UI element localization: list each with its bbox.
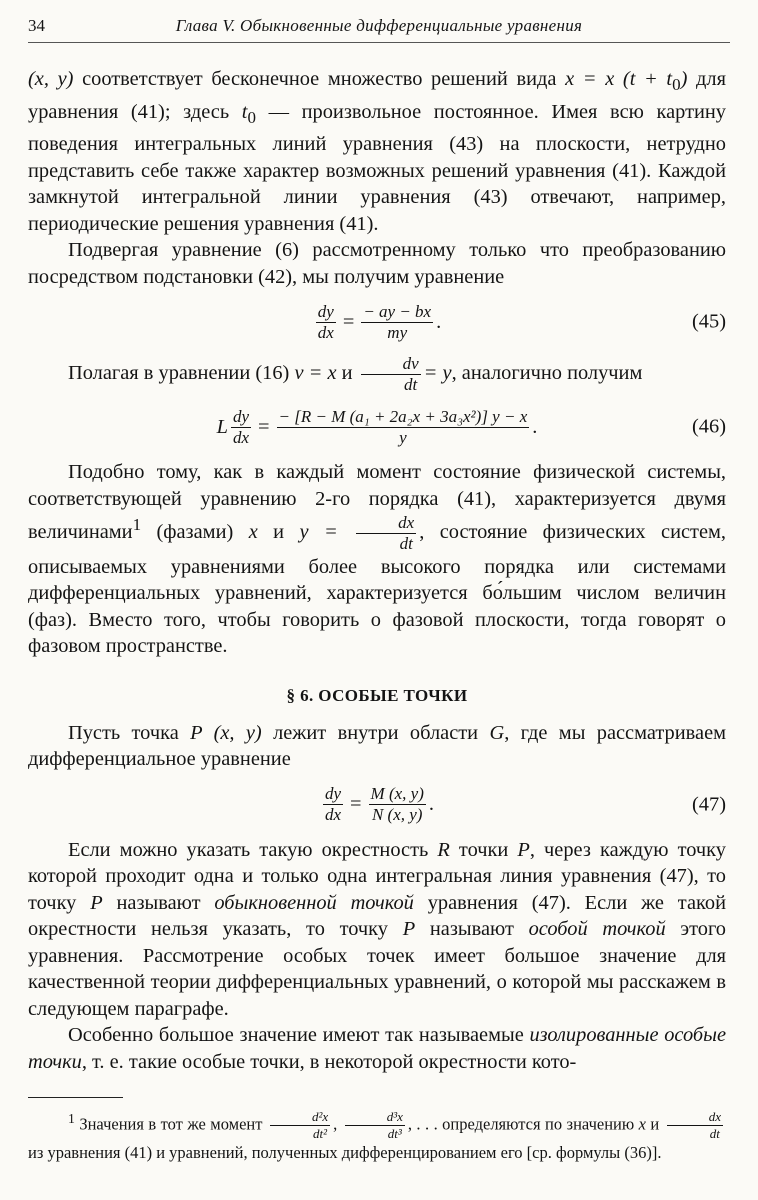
eq45-lhs: $\frac{dy}{dx}$ bbox=[317, 301, 334, 342]
paragraph-1: (x, y) соответствует бесконечное множество решений вида x = x $(t + t_0)$ для уравнения (41); здесь $t_0$ — произвольное постоянное. Имея всю картину поведения интегральных линий уравнения (43) на плоскости, нетрудно представить себе также характер возможных решений уравнения (41). Каждой замкнутой интегральной линии уравнения (43) отвечают, например, периодические решения уравнения (41). bbox=[28, 68, 726, 235]
equation-number-45: (45) bbox=[692, 310, 726, 333]
dx-dt-fraction: $\frac{dx}{dt}$ bbox=[356, 513, 416, 554]
page-number: 34 bbox=[28, 16, 45, 35]
equation-47: $\frac{dy}{dx}$ = $\frac{M (x, y)}{N (x, y)}$ . (47) bbox=[325, 784, 726, 825]
equation-number-47: (47) bbox=[692, 793, 726, 816]
eq45-rhs: $\frac{- ay - bx}{my}$ bbox=[363, 301, 432, 342]
section-heading: § 6. ОСОБЫЕ ТОЧКИ bbox=[286, 685, 468, 705]
footnote-mark: 1 bbox=[132, 515, 142, 535]
eq47-rhs: $\frac{M (x, y)}{N (x, y)}$ bbox=[370, 784, 424, 825]
equation-number-46: (46) bbox=[692, 415, 726, 438]
paragraph-5: Если можно указать такую окрестность R точки P, через каждую точку которой проходит одна и только одна интегральная линия уравнения (47), то точку P называют обыкновенной точкой уравнения (47). Если же такой окрестности нельзя указать, то точку P называют особой точкой этого уравнения. Рассмотрение особых точек имеет большое значение для качественной теории дифференциальных уравнений, о которой мы расскажем в следующем параграфе. bbox=[28, 838, 727, 1020]
footnote: $^1$ Значения в тот же момент $\frac{\text{d²x}}{\text{dt²}}$ , $\frac{\text{d³x}}{\text{dt³}}$ , . . . определяются по значению x и $\frac{dx}{dt}$ из уравнения (41) и уравнений, полученных дифференцированием его [ср. формулы (36)]. bbox=[28, 1109, 721, 1163]
fn-fraction-1: $\frac{\text{d²x}}{\text{dt²}}$ bbox=[270, 1109, 330, 1142]
paragraph-substitution: Полагая в уравнении (16) v = x и $\frac{dv}{dt}$ = y, аналогично получим bbox=[68, 354, 643, 395]
running-header bbox=[28, 16, 730, 43]
running-title: Глава V. Обыкновенные дифференциальные уравнения bbox=[175, 16, 583, 35]
fn-fraction-3: $\frac{dx}{dt}$ bbox=[667, 1109, 723, 1142]
footnote-rule bbox=[28, 1097, 123, 1098]
paragraph-6: Особенно большое значение имеют так называемые изолированные особые точки, т. е. такие особые точки, в некоторой окрестности кото- bbox=[28, 1024, 727, 1073]
eq46-rhs: $\frac{\text{− [R − M (a₁ + 2a₂x + 3a₃x²)] y − x}}{y}$ bbox=[278, 406, 528, 447]
equation-45: $\frac{dy}{dx}$ = $\frac{- ay - bx}{my}$ . (45) bbox=[317, 301, 726, 342]
eq46-lhs: $\frac{dy}{dx}$ bbox=[232, 406, 250, 447]
paragraph-3: Подобно тому, как в каждый момент состояние физической системы, соответствующей уравнению 2-го порядка (41), характеризуется двумя величинами$^1$ (фазами) x и y = $\frac{dx}{dt}$ , состояние физических систем, описываемых уравнениями более высокого порядка или системами дифференциальных уравнений, характеризуется бо́льшим числом величин (фаз). Вместо того, чтобы говорить о фазовой плоскости, тогда говорят о фазовом пространстве. bbox=[28, 461, 727, 658]
fn-fraction-2: $\frac{\text{d³x}}{\text{dt³}}$ bbox=[345, 1109, 405, 1142]
eq47-lhs: $\frac{dy}{dx}$ bbox=[325, 784, 342, 825]
paragraph-2: Подвергая уравнение (6) рассмотренному только что преобразованию посредством подстановки (42), мы получим уравнение bbox=[28, 239, 726, 288]
dv-dt-fraction: $\frac{dv}{dt}$ bbox=[361, 354, 421, 395]
page-body bbox=[28, 66, 726, 1164]
paragraph-4: Пусть точка P (x, y) лежит внутри области G, где мы рассматриваем дифференциальное уравнение bbox=[28, 721, 727, 771]
equation-46: L $\frac{dy}{dx}$ = $\frac{\text{− [R − M (a₁ + 2a₂x + 3a₃x²)] y − x}}{y}$ . (46) bbox=[216, 406, 726, 447]
